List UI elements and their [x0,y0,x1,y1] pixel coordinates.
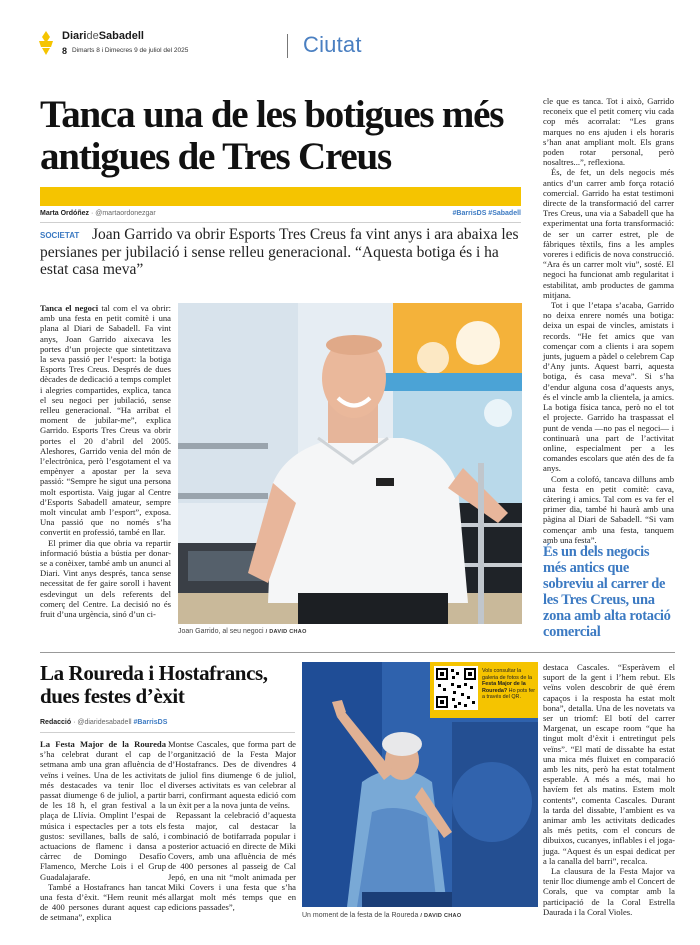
paragraph: El primer dia que obria va repartir informació bústia a bústia per donar-se a conèixer, també amb un anunci al Diari. Vint anys després, tanca sense necessitat de fer gaire soroll i havent esdevingut un dels referents del comerç del Centre. La decisió no és fruit d’una urgència, sinó d’un ci- [40,537,171,620]
secondary-headline: La Roureda i Hostafrancs, dues festes d’èxit [40,661,268,708]
paragraph: És, de fet, un dels negocis més antics d’un carrer amb força rotació comercial. Garrido ha estat testimoni directe de la transformació del carrer Tres Creus, una via a Sabadell que ha experimentat una forta transformació: de ser un carrer estret, ple de fàbriques tèxtils, fins a les amples voreres i edificis de nova construcció. “Ara és un carrer molt viu”, sosté. El negoci ha funcionat amb regularitat i estabilitat, amb productes de gamma mitjana. [543,167,674,300]
author-name: Redacció [40,719,72,726]
paragraph: Repassant la celebració d’aquesta festa major, cal destacar la combinació de botifarrada popular i posterior actuació en directe de Miki Covers, amb una afluència de més de 400 persones al passeig de Cal Jepó, en una nit “molt animada per Miki Covers i una festa que s’ha allargat molt més temps que en edicions passades”, [168,810,296,913]
author-handle[interactable]: · @diaridesabadell [73,719,132,726]
paragraph: La clausura de la Festa Major va tenir lloc diumenge amb el Concert de Corals, que va comptar amb la participació de la Coral Estrella Daurada i la Coral Violes. [543,866,675,917]
paragraph: cle que es tanca. Tot i això, Garrido reconeix que el petit comerç viu cada cop més acorralat: “Les grans marques no ens ajuden i els horaris s’han anat ampliant molt. Els grans poden rotar personal, però nosaltres...”, reflexiona. [543,96,674,168]
paragraph: Tot i que l’etapa s’acaba, Garrido no deixa enrere només una botiga: deixa un espai de vincles, amistats i records. “He fet amics que van començar com a clients i ara sopem junts, juguem a pàdel o celebrem Cap d’Any junts. Aquest barri, aquesta botiga, és casa meva”. Si s’ha d’endur alguna cosa d’aquests anys, és el vincle amb la clientela, ja amics. La botiga física tanca, però no el tot el projecte. Garrido ha traspassat el punt de venda —no pas el negoci— i continuarà una part de l’activitat online, especialment per a les comandes escolars que atén des de fa anys. [543,300,674,474]
article-tag[interactable]: #BarrisDS [133,719,168,726]
intro-bold: Tanca el negoci [40,303,99,313]
article-column-1: Tanca el negoci tal com el va obrir: amb una festa en petit comitè i una plana al Diari de Sabadell. Fa vint anys, Joan Garrido aixecava les portes d’un projecte que sintetitzava la seva passió per l’esport: la botiga Esports Tres Creus. Després de dues dècades de dedicació a temps complet i alegries compartides, explica, tanca el seu negoci per jubilació, sense relleu generacional. “Ha arribat el moment de jubilar-me”, explica Garrido. Esports Tres Creus va obrir portes el 20 d’abril del 2005. Aleshores, Garrido venia del món de l’electrònica, però l’esgotament el va empènyer a apostar per la seva passió: “Sempre he sigut una persona molt esportista. Vaig jugar al Centre d’Esports Sabadell amateur, sempre molt vinculat amb l’esport”, exposa. Una passió que no només s’ha convertit en professió, també en llar. El primer dia que obria va repartir informació bústia a bústia per donar-se a conèixer, també amb un anunci al Diari. Vint anys després, tanca sense necessitat de fer gaire soroll i havent esdevingut un dels referents del comerç del Centre. La decisió no és fruit d’una urgència, sinó d’un ci- [40,303,171,620]
issue-date: Dimarts 8 i Dimecres 9 de juliol del 2025 [72,47,189,54]
byline [40,210,156,217]
article-tags[interactable]: #BarrisDS #Sabadell [452,210,521,217]
paragraph: destaca Cascales. “Esperàvem el suport de la gent i l’hem rebut. Els veïns volen descobrir de què érem capaços i la resposta ha estat molt bona”, detalla. Una de les novetats va ser un triomf: El botí del carrer Margenat, un escape room “que ha tingut molt d’èxit i entretingut pels veïns”. “El matí de dissabte ha estat una mica més fluixet en comparació amb les nits, però ha estat totalment esperable. A més a més, mai ho havíem fet als matins. Estem molt contents”, comenta Cascales. Durant la tarda del dissabte, l’ambient es va animar amb les activitats dedicades als més petits, com el concurs de dibuixos, cucanyes, inflables i el joga-juga. “Aquest és un espai dedicat per a la canalla del barri”, recalca. [543,662,675,866]
shop-owner-photo [178,303,522,624]
page-number: 8 [62,46,68,56]
article-2-column-2 [168,739,296,919]
paragraph: Com a colofó, tancava dilluns amb una festa en petit comitè: cava, càtering i amics. Tal com es va fer el primer dia, també hi haurà amb una pàgina al Diari de Sabadell. “Si vam començar amb una festa, tanquem amb una festa”. [543,473,674,545]
article-2-column-3 [543,662,675,922]
pull-quote: És un dels negocis més antics que sobreviu al carrer de les Tres Creus, una zona amb alta rotació comercial [543,544,671,640]
author-name: Marta Ordóñez [40,210,90,217]
paragraph: Montse Cascales, que forma part de l’organització de la Festa Major d’Hostafrancs. Des de divendres 4 de juliol fins diumenge 6 de juliol, diverses activitats es van celebrar al barri, confirmant aquesta edició com un èxit per a la nova junta de veïns. [168,739,296,811]
article-column-3 [543,96,674,545]
divider [40,222,521,223]
article-2-column-1: La Festa Major de la Roureda s’ha celebrat durant el cap de setmana amb una gran afluència de veïns i veïnes. Una de les activitats més destacades va tenir lloc el passat diumenge 6 de juliol, a partir de les 18 h, el gran festival a la plaça de Llívia. Omplint l’espai de música i espectacles per a tots els gustos: sevillanes, balls de saló, i actuacions de flamenc i dansa a càrrec de Domingo Desafío Flamenco, Merche Lois i el Grup Guadalajarafe. També a Hostafrancs han tancat una festa d’èxit. “Hem reunit més de 400 persones durant aquest cap de setmana”, explica [40,739,166,923]
newspaper-logo-icon [37,31,55,55]
photo-credit: / DAVID CHAO [420,913,462,919]
qr-callout-text: Vols consultar la galeria de fotos de la Festa Major de la Roureda? Ho pots fer a través del QR. [482,668,536,701]
main-headline: Tanca una de les botigues més antigues de Tres Creus [40,93,504,178]
photo-credit: / DAVID CHAO [265,629,307,635]
byline-2 [40,719,167,726]
lead-section-label: SOCIETAT [40,231,80,240]
photo-caption-2: Un moment de la festa de la Roureda / DAVID CHAO [302,912,462,919]
lead-paragraph: Joan Garrido va obrir Esports Tres Creus fa vint anys i ara abaixa les persianes per jubilació i sense relleu generacional. “Aquesta botiga és i ha estat casa meva” [40,226,519,278]
divider [40,732,295,733]
masthead-name[interactable]: DiarideSabadell [62,30,144,42]
qr-code-icon[interactable] [434,666,478,710]
photo-illustration [178,303,522,624]
paragraph: També a Hostafrancs han tancat una festa d’èxit. “Hem reunit més de 400 persones durant aquest cap de setmana”, explica [40,881,166,923]
photo-caption: Joan Garrido, al seu negoci / DAVID CHAO [178,628,307,635]
section-title: Ciutat [303,32,362,57]
headline-yellow-bar [40,187,521,206]
article-separator [40,652,675,653]
header-divider [287,34,288,58]
author-handle[interactable]: · @martaordonezgar [90,210,156,217]
intro-bold: La Festa Major de la Roureda [40,739,166,749]
